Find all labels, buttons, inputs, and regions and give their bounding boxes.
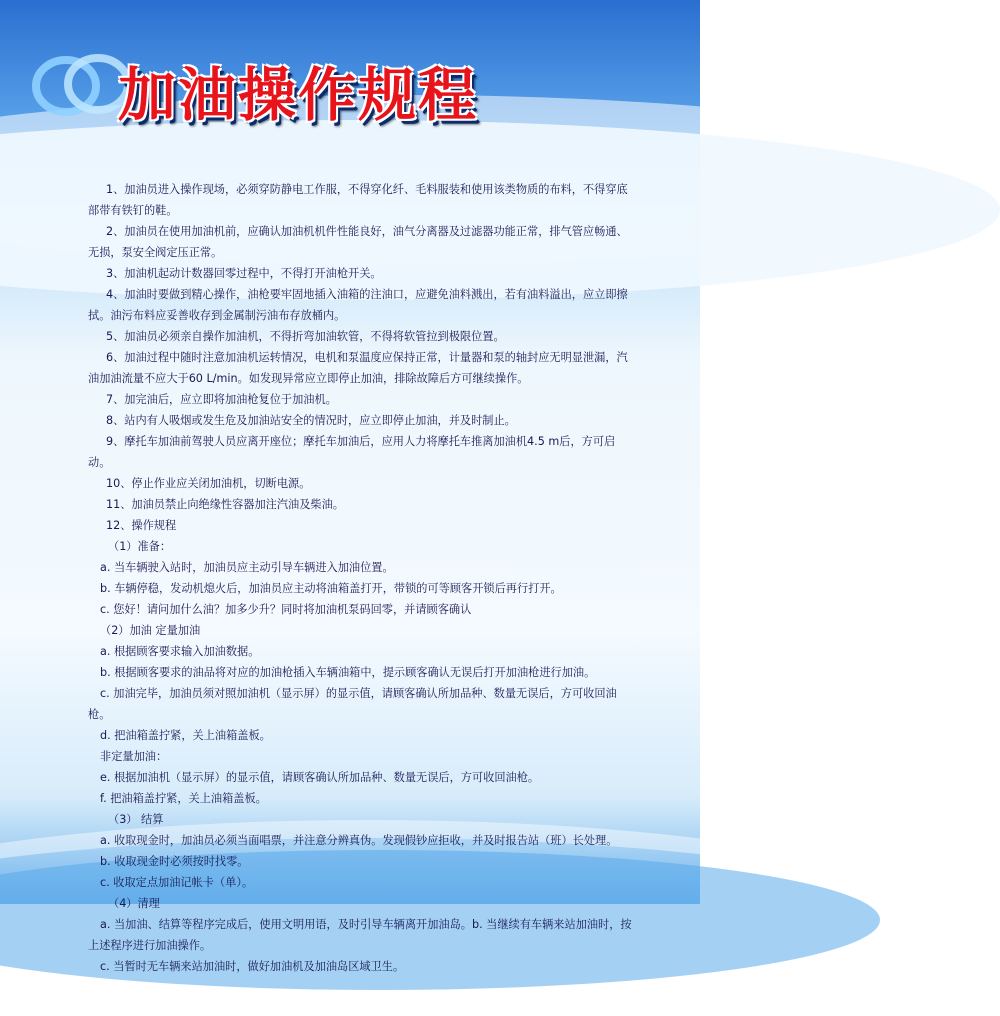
rule-item: 9、摩托车加油前驾驶人员应离开座位；摩托车加油后，应用人力将摩托车推离加油机4.5 m后，方可启动。 — [88, 435, 616, 469]
sub-item: b. 根据顾客要求的油品将对应的加油枪插入车辆油箱中，提示顾客确认无误后打开加油枪进行加油。 — [100, 666, 596, 679]
sub-item: c. 您好！请问加什么油？加多少升？同时将加油机泵码回零，并请顾客确认 — [100, 603, 472, 616]
rule-item: 4、加油时要做到精心操作，油枪要牢固地插入油箱的注油口，应避免油料溅出，若有油料溢出，应立即擦拭。油污布料应妥善收存到金属制污油布存放桶内。 — [88, 288, 628, 322]
rule-item: 12、操作规程 — [106, 519, 177, 532]
section-heading: （1）准备： — [108, 540, 172, 553]
rule-item: 3、加油机起动计数器回零过程中，不得打开油枪开关。 — [106, 267, 382, 280]
sub-item: e. 根据加油机（显示屏）的显示值，请顾客确认所加品种、数量无误后，方可收回油枪。 — [100, 771, 540, 784]
sub-item: c. 当暂时无车辆来站加油时，做好加油机及加油岛区域卫生。 — [100, 960, 405, 973]
sub-item: f. 把油箱盖拧紧，关上油箱盖板。 — [100, 792, 267, 805]
rule-item: 8、站内有人吸烟或发生危及加油站安全的情况时，应立即停止加油，并及时制止。 — [106, 414, 516, 427]
sub-item: c. 收取定点加油记帐卡（单）。 — [100, 876, 254, 889]
sub-item: d. 把油箱盖拧紧，关上油箱盖板。 — [100, 729, 271, 742]
section-heading: 非定量加油： — [100, 750, 168, 763]
sub-item: b. 车辆停稳，发动机熄火后，加油员应主动将油箱盖打开，带锁的可等顾客开锁后再行打开。 — [100, 582, 562, 595]
section-heading: （3） 结算 — [108, 813, 164, 826]
sub-item: c. 加油完毕，加油员须对照加油机（显示屏）的显示值，请顾客确认所加品种、数量无误后，方可收回油枪。 — [88, 687, 617, 721]
procedure-text — [88, 179, 636, 977]
section-heading: （2）加油 定量加油 — [100, 624, 201, 637]
sub-item: b. 收取现金时必须按时找零。 — [100, 855, 249, 868]
rule-item: 5、加油员必须亲自操作加油机，不得折弯加油软管，不得将软管拉到极限位置。 — [106, 330, 505, 343]
sub-item: a. 收取现金时，加油员必须当面唱票，并注意分辨真伪。发现假钞应拒收，并及时报告站（班）长处理。 — [100, 834, 618, 847]
rule-item: 7、加完油后，应立即将加油枪复位于加油机。 — [106, 393, 337, 406]
sub-item: a. 根据顾客要求输入加油数据。 — [100, 645, 260, 658]
rule-item: 10、停止作业应关闭加油机，切断电源。 — [106, 477, 311, 490]
section-heading: （4）清理 — [108, 897, 160, 910]
rule-item: 1、加油员进入操作现场，必须穿防静电工作服，不得穿化纤、毛料服装和使用该类物质的布料，不得穿底部带有铁钉的鞋。 — [88, 183, 628, 217]
rule-item: 11、加油员禁止向绝缘性容器加注汽油及柴油。 — [106, 498, 344, 511]
page-title: 加油操作规程 — [118, 61, 479, 129]
rule-item: 6、加油过程中随时注意加油机运转情况，电机和泵温度应保持正常，计量器和泵的轴封应无明显泄漏，汽油加油流量不应大于60 L/min。如发现异常应立即停止加油，排除故障后方可继续操作。 — [88, 351, 628, 385]
sub-item: a. 当加油、结算等程序完成后，使用文明用语，及时引导车辆离开加油岛。b. 当继续有车辆来站加油时，按上述程序进行加油操作。 — [88, 918, 632, 952]
sub-item: a. 当车辆驶入站时，加油员应主动引导车辆进入加油位置。 — [100, 561, 394, 574]
rule-item: 2、加油员在使用加油机前，应确认加油机机件性能良好，油气分离器及过滤器功能正常，排气管应畅通、无损，泵安全阀定压正常。 — [88, 225, 628, 259]
